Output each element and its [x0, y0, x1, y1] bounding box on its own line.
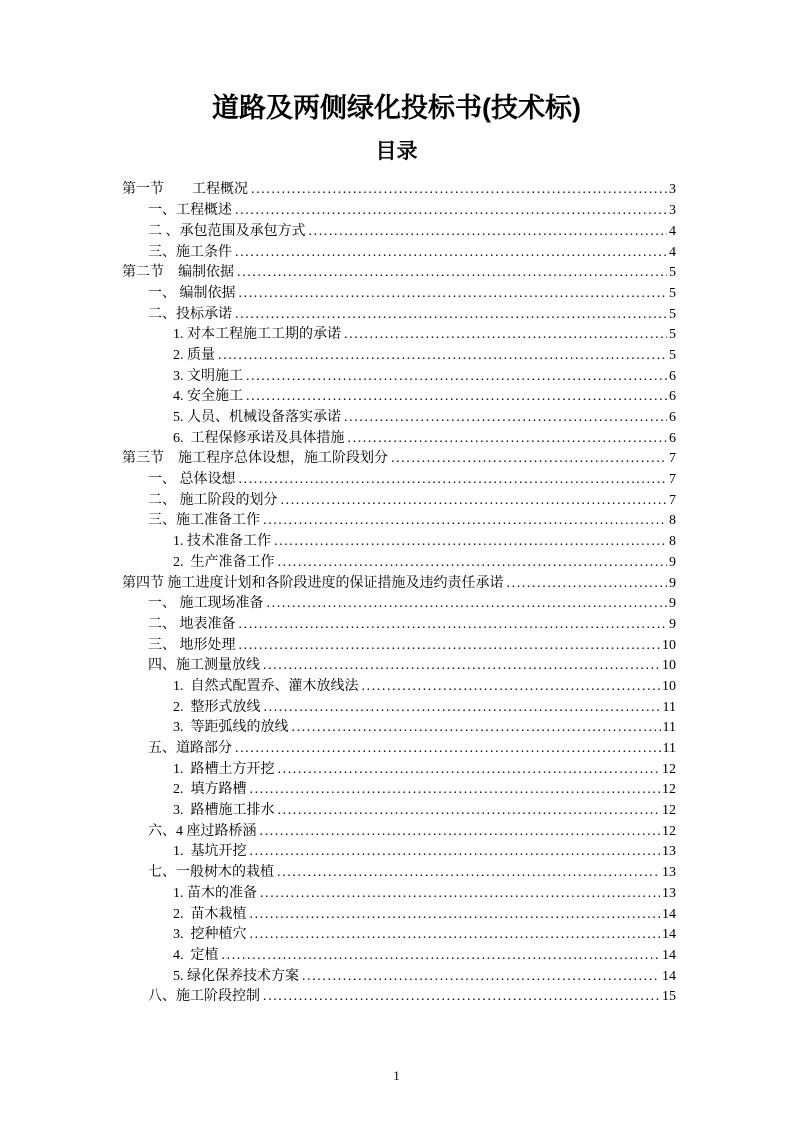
toc-entry[interactable] — [122, 656, 676, 677]
toc-entry-text: 1. 对本工程施工工期的承诺 — [173, 327, 341, 343]
toc-entry[interactable] — [122, 574, 676, 595]
toc-entry-text: 二 、承包范围及承包方式 — [148, 223, 306, 239]
toc-leader-dots — [344, 408, 667, 429]
toc-leader-dots — [278, 801, 661, 822]
toc-entry-text: 一、 总体设想 — [148, 472, 236, 488]
toc-leader-dots — [278, 553, 668, 574]
toc-leader-dots — [250, 780, 661, 801]
toc-leader-dots — [260, 884, 660, 905]
toc-entry-text: 第二节 编制依据 — [122, 265, 234, 281]
toc-entry-page: 14 — [662, 947, 676, 963]
toc-entry-text: 三、 地形处理 — [148, 637, 236, 653]
toc-leader-dots — [239, 615, 668, 636]
toc-entry-text: 1. 自然式配置乔、灌木放线法 — [173, 678, 359, 694]
document-title: 道路及两侧绿化投标书(技术标) — [212, 93, 581, 123]
toc-entry[interactable] — [122, 449, 676, 470]
toc-entry[interactable] — [122, 842, 676, 863]
toc-entry[interactable] — [122, 594, 676, 615]
toc-entry[interactable] — [122, 180, 676, 201]
toc-leader-dots — [251, 180, 667, 201]
toc-entry[interactable] — [122, 284, 676, 305]
toc-entry-page: 9 — [669, 554, 676, 570]
toc-leader-dots — [239, 470, 668, 491]
toc-leader-dots — [507, 574, 668, 595]
toc-entry-text: 3. 文明施工 — [173, 368, 243, 384]
toc-entry-text: 2. 填方路槽 — [173, 782, 247, 798]
toc-entry-text: 2. 质量 — [173, 347, 215, 363]
toc-entry[interactable] — [122, 760, 676, 781]
toc-leader-dots — [264, 698, 661, 719]
toc-entry[interactable] — [122, 615, 676, 636]
toc-leader-dots — [246, 387, 667, 408]
toc-entry-text: 1. 基坑开挖 — [173, 844, 247, 860]
toc-entry-text: 二、 施工阶段的划分 — [148, 492, 278, 508]
toc-entry-page: 9 — [669, 616, 676, 632]
toc-entry[interactable] — [122, 367, 676, 388]
toc-entry-page: 12 — [662, 803, 676, 819]
toc-entry-page: 7 — [669, 472, 676, 488]
toc-entry[interactable] — [122, 325, 676, 346]
toc-entry[interactable] — [122, 636, 676, 657]
toc-entry-text: 6. 工程保修承诺及具体措施 — [173, 430, 345, 446]
toc-leader-dots — [391, 449, 667, 470]
toc-entry[interactable] — [122, 263, 676, 284]
toc-leader-dots — [274, 532, 667, 553]
toc-leader-dots — [239, 636, 661, 657]
toc-entry-text: 六、4 座过路桥涵 — [148, 823, 257, 839]
toc-entry-text: 1. 路槽土方开挖 — [173, 761, 275, 777]
toc-entry-page: 12 — [662, 823, 676, 839]
toc-entry-page: 11 — [662, 720, 676, 736]
toc-entry[interactable] — [122, 946, 676, 967]
toc-entry-page: 10 — [662, 637, 676, 653]
toc-leader-dots — [260, 822, 661, 843]
toc-leader-dots — [250, 842, 661, 863]
toc-entry-text: 3. 挖种植穴 — [173, 927, 247, 943]
toc-entry-text: 第一节 工程概况 — [122, 182, 248, 198]
toc-entry[interactable] — [122, 905, 676, 926]
toc-entry[interactable] — [122, 884, 676, 905]
toc-entry[interactable] — [122, 346, 676, 367]
toc-entry-page: 6 — [669, 368, 676, 384]
toc-entry-page: 14 — [662, 927, 676, 943]
toc-entry-page: 3 — [669, 203, 676, 219]
toc-entry-page: 6 — [669, 430, 676, 446]
toc-entry-page: 5 — [669, 285, 676, 301]
toc-entry[interactable] — [122, 677, 676, 698]
toc-entry-text: 七、一般树木的栽植 — [148, 865, 274, 881]
toc-leader-dots — [237, 263, 667, 284]
toc-leader-dots — [278, 760, 661, 781]
toc-entry-page: 4 — [669, 244, 676, 260]
toc-leader-dots — [281, 491, 668, 512]
toc-entry-page: 11 — [662, 699, 676, 715]
toc-entry[interactable] — [122, 429, 676, 450]
toc-entry[interactable] — [122, 491, 676, 512]
toc-entry-text: 4. 安全施工 — [173, 389, 243, 405]
toc-entry[interactable] — [122, 305, 676, 326]
toc-entry-text: 一、 编制依据 — [148, 285, 236, 301]
toc-entry-text: 第三节 施工程序总体设想，施工阶段划分 — [122, 451, 388, 467]
toc-entry[interactable] — [122, 553, 676, 574]
toc-entry[interactable] — [122, 863, 676, 884]
toc-entry-text: 5. 绿化保养技术方案 — [173, 968, 299, 984]
toc-entry-page: 12 — [662, 761, 676, 777]
toc-heading: 目录 — [375, 140, 418, 164]
toc-entry-text: 5. 人员、机械设备落实承诺 — [173, 410, 341, 426]
toc-entry-page: 5 — [669, 265, 676, 281]
toc-entry-text: 二、投标承诺 — [148, 306, 232, 322]
toc-entry-page: 14 — [662, 968, 676, 984]
toc-leader-dots — [302, 967, 660, 988]
toc-entry-text: 1. 苗木的准备 — [173, 885, 257, 901]
toc-leader-dots — [222, 946, 661, 967]
toc-entry-text: 一、工程概述 — [148, 203, 232, 219]
toc-entry-page: 13 — [662, 844, 676, 860]
toc-entry-page: 11 — [662, 741, 676, 757]
toc-entry-text: 3. 等距弧线的放线 — [173, 720, 289, 736]
toc-leader-dots — [348, 429, 668, 450]
toc-entry-page: 14 — [662, 906, 676, 922]
toc-leader-dots — [309, 222, 668, 243]
toc-entry[interactable] — [122, 698, 676, 719]
toc-entry-text: 一、 施工现场准备 — [148, 596, 264, 612]
toc-entry[interactable] — [122, 201, 676, 222]
toc-entry-page: 10 — [662, 678, 676, 694]
toc-entry-page: 6 — [669, 410, 676, 426]
toc-entry[interactable] — [122, 718, 676, 739]
toc-entry[interactable] — [122, 801, 676, 822]
toc-entry[interactable] — [122, 470, 676, 491]
toc-entry-page: 7 — [669, 492, 676, 508]
toc-entry-page: 7 — [669, 451, 676, 467]
toc-entry-page: 10 — [662, 658, 676, 674]
toc-entry-page: 8 — [669, 534, 676, 550]
toc-entry-page: 5 — [669, 327, 676, 343]
toc-list — [122, 180, 676, 1008]
toc-entry-page: 4 — [669, 223, 676, 239]
toc-entry[interactable] — [122, 822, 676, 843]
toc-entry-text: 四、施工测量放线 — [148, 658, 260, 674]
toc-leader-dots — [362, 677, 661, 698]
toc-entry-page: 13 — [662, 865, 676, 881]
toc-leader-dots — [250, 905, 661, 926]
toc-entry-page: 15 — [662, 989, 676, 1005]
toc-entry[interactable] — [122, 967, 676, 988]
toc-entry[interactable] — [122, 511, 676, 532]
toc-entry-page: 9 — [669, 575, 676, 591]
toc-leader-dots — [235, 243, 667, 264]
toc-entry-text: 3. 路槽施工排水 — [173, 803, 275, 819]
toc-leader-dots — [246, 367, 667, 388]
toc-entry-page: 3 — [669, 182, 676, 198]
toc-entry[interactable] — [122, 408, 676, 429]
toc-leader-dots — [344, 325, 667, 346]
toc-entry-page: 12 — [662, 782, 676, 798]
toc-entry-page: 13 — [662, 885, 676, 901]
toc-leader-dots — [235, 305, 667, 326]
toc-leader-dots — [292, 718, 661, 739]
toc-entry-page: 5 — [669, 306, 676, 322]
toc-entry-page: 5 — [669, 347, 676, 363]
toc-entry[interactable] — [122, 532, 676, 553]
toc-leader-dots — [239, 284, 668, 305]
toc-entry[interactable] — [122, 387, 676, 408]
toc-entry[interactable] — [122, 780, 676, 801]
toc-entry-page: 9 — [669, 596, 676, 612]
toc-entry-text: 4. 定植 — [173, 947, 219, 963]
toc-entry[interactable] — [122, 243, 676, 264]
toc-leader-dots — [250, 925, 661, 946]
toc-entry[interactable] — [122, 222, 676, 243]
toc-leader-dots — [218, 346, 667, 367]
toc-leader-dots — [263, 511, 667, 532]
toc-entry-text: 2. 生产准备工作 — [173, 554, 275, 570]
toc-leader-dots — [267, 594, 668, 615]
toc-entry-text: 八、施工阶段控制 — [148, 989, 260, 1005]
toc-leader-dots — [277, 863, 660, 884]
toc-entry-text: 2. 苗木栽植 — [173, 906, 247, 922]
toc-entry-text: 五、道路部分 — [148, 741, 232, 757]
toc-leader-dots — [235, 201, 667, 222]
toc-entry-text: 2. 整形式放线 — [173, 699, 261, 715]
page-number-footer: 1 — [393, 1068, 400, 1083]
toc-entry-text: 二、 地表准备 — [148, 616, 236, 632]
toc-entry-text: 三、施工准备工作 — [148, 513, 260, 529]
toc-leader-dots — [263, 987, 660, 1008]
toc-leader-dots — [235, 739, 661, 760]
toc-leader-dots — [263, 656, 660, 677]
toc-entry[interactable] — [122, 987, 676, 1008]
toc-entry-page: 8 — [669, 513, 676, 529]
toc-entry-text: 第四节 施工进度计划和各阶段进度的保证措施及违约责任承诺 — [122, 575, 504, 591]
toc-entry-text: 三、施工条件 — [148, 244, 232, 260]
toc-entry-text: 1. 技术准备工作 — [173, 534, 271, 550]
toc-entry-page: 6 — [669, 389, 676, 405]
toc-entry[interactable] — [122, 739, 676, 760]
toc-entry[interactable] — [122, 925, 676, 946]
